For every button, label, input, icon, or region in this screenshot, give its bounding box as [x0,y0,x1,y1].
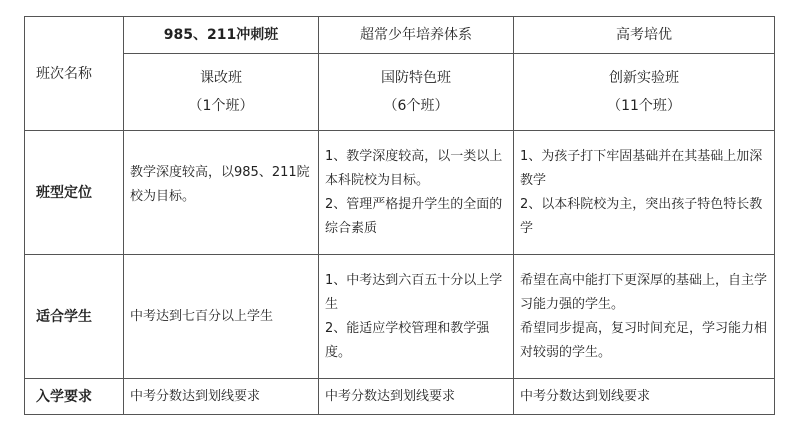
class-name: 创新实验班 [609,70,679,86]
class-count: （6个班） [383,98,449,114]
group-header-1: 985、211冲刺班 [124,17,319,54]
positioning-cell-3 [514,131,775,255]
class-name: 课改班 [200,70,242,86]
cell-text: 中考分数达到划线要求 [520,388,651,404]
cell-text: 1、中考达到六百五十分以上学生 [325,272,503,312]
row-header-suitable-students: 适合学生 [25,255,124,379]
row-header-admission: 入学要求 [25,379,124,415]
positioning-row [25,131,775,255]
cell-text: 希望同步提高，复习时间充足，学习能力相对较弱的学生。 [520,320,768,360]
cell-text: 2、能适应学校管理和教学强度。 [325,320,490,360]
class-count: （11个班） [607,98,681,114]
admission-row [25,379,775,415]
group-header-3: 高考培优 [514,17,775,54]
admission-cell-3 [514,379,775,415]
class-name-row [25,54,775,131]
suitable-cell-3 [514,255,775,379]
suitable-cell-2 [319,255,514,379]
cell-text: 中考分数达到划线要求 [130,388,261,404]
suitable-cell-1 [124,255,319,379]
cell-text: 2、管理严格提升学生的全面的综合素质 [325,197,503,236]
group-header-2: 超常少年培养体系 [319,17,514,54]
admission-cell-1 [124,379,319,415]
suitable-students-row [25,255,775,379]
class-cell-2 [319,54,514,131]
cell-text: 教学深度较高，以985、211院校为目标。 [130,165,310,204]
cell-text: 1、为孩子打下牢固基础并在其基础上加深教学 [520,149,763,188]
cell-text: 1、教学深度较高，以一类以上本科院校为目标。 [325,149,503,188]
class-cell-3 [514,54,775,131]
class-name: 国防特色班 [381,70,451,86]
class-cell-1 [124,54,319,131]
admission-cell-2 [319,379,514,415]
positioning-cell-1 [124,131,319,255]
class-count: （1个班） [188,98,254,114]
group-header-row [25,17,775,54]
cell-text: 中考分数达到划线要求 [325,388,456,404]
positioning-cell-2 [319,131,514,255]
class-info-table [24,16,775,415]
cell-text: 希望在高中能打下更深厚的基础上，自主学习能力强的学生。 [520,272,768,312]
row-header-class-name: 班次名称 [25,17,124,131]
cell-text: 中考达到七百分以上学生 [130,308,274,324]
row-header-positioning: 班型定位 [25,131,124,255]
cell-text: 2、以本科院校为主，突出孩子特色特长教学 [520,197,763,236]
